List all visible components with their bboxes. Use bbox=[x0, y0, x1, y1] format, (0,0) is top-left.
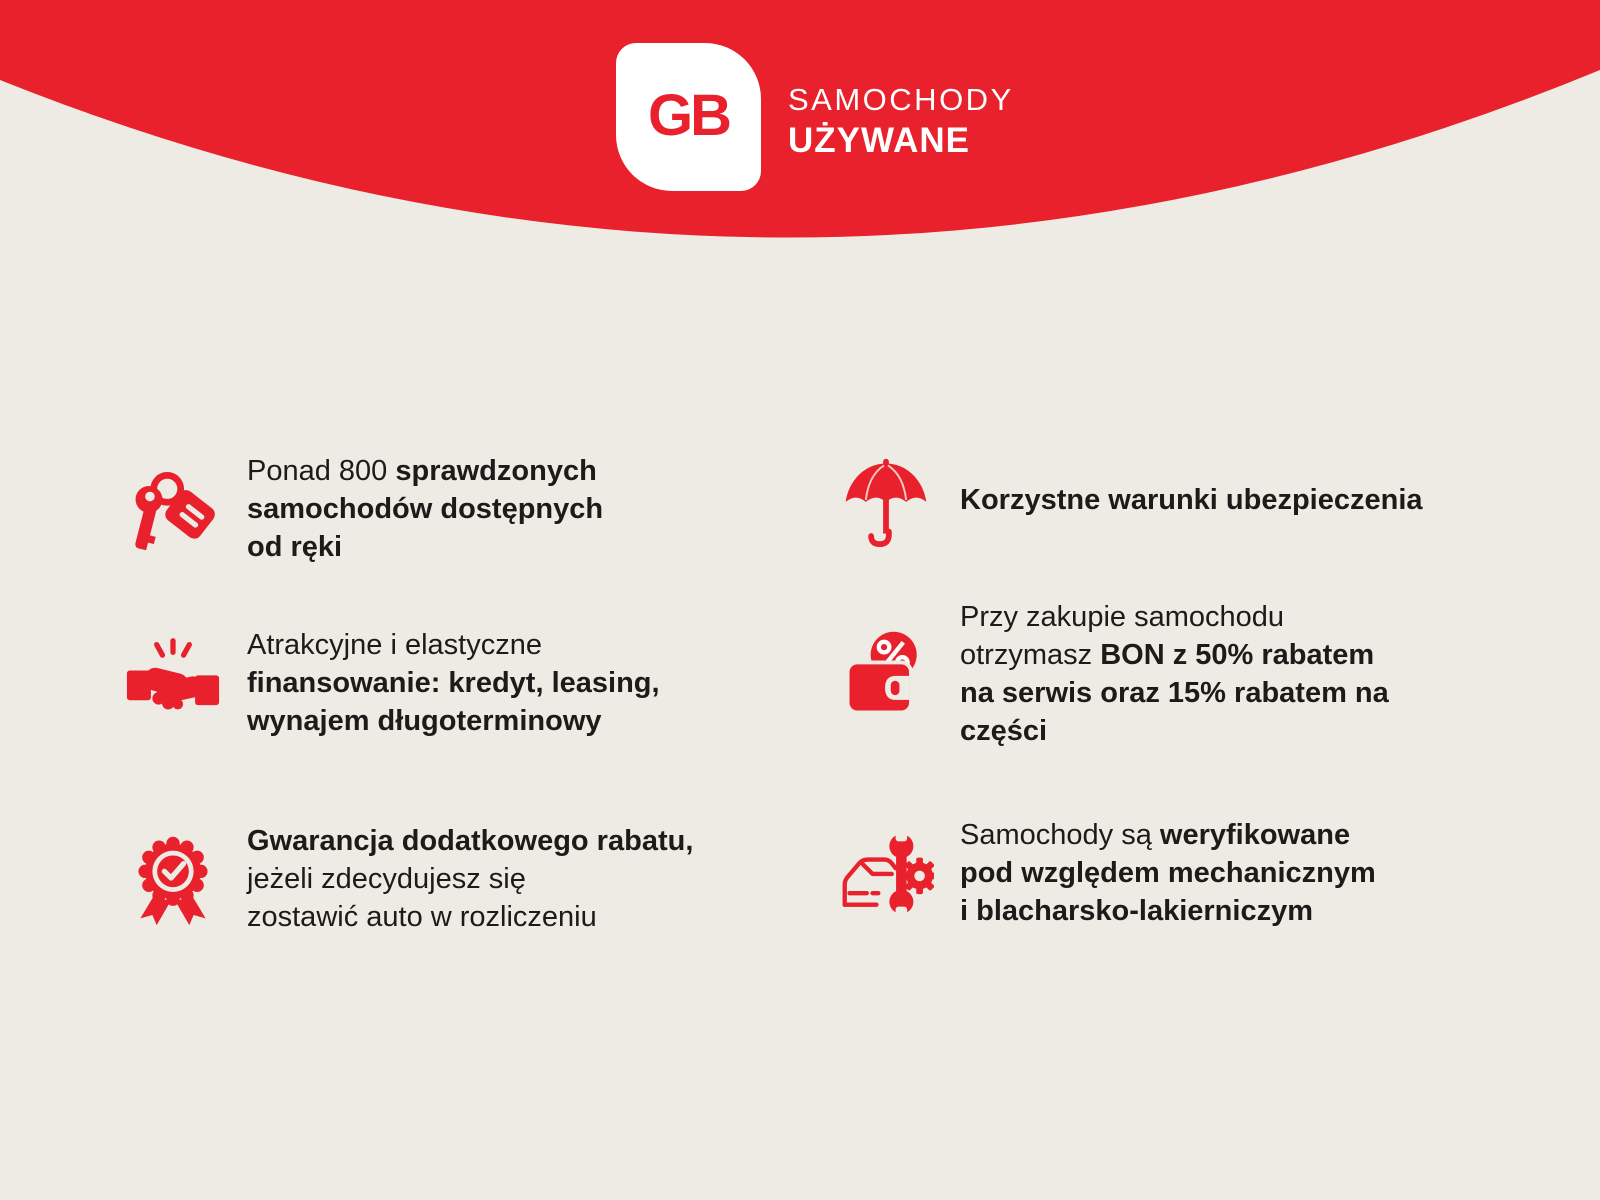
text-segment: zostawić auto w rozliczeniu bbox=[247, 901, 597, 933]
feature-text-line bbox=[247, 898, 693, 936]
feature-text bbox=[247, 452, 603, 566]
feature-text-line bbox=[960, 636, 1389, 674]
feature-text-line bbox=[247, 452, 603, 490]
feature-text-line bbox=[247, 860, 693, 898]
text-segment: pod względem mechanicznym bbox=[960, 857, 1376, 889]
feature-item bbox=[125, 626, 775, 740]
car-service-icon bbox=[838, 825, 934, 921]
text-segment: i blacharsko-lakierniczym bbox=[960, 895, 1313, 927]
feature-item bbox=[838, 816, 1518, 930]
text-segment: części bbox=[960, 715, 1048, 747]
feature-text-line bbox=[247, 490, 603, 528]
text-segment: Atrakcyjne i elastyczne bbox=[247, 629, 542, 661]
text-segment: samochodów dostępnych bbox=[247, 493, 604, 525]
features-column-right bbox=[838, 452, 1518, 930]
header-red-curve bbox=[0, 0, 1600, 400]
feature-text bbox=[247, 626, 660, 740]
text-segment: na serwis oraz 15% rabatem na bbox=[960, 677, 1389, 709]
feature-item bbox=[838, 452, 1518, 548]
features-column-left bbox=[125, 452, 775, 936]
logo-box bbox=[616, 43, 761, 191]
text-segment: otrzymasz bbox=[960, 639, 1101, 671]
text-segment: weryfikowane bbox=[1159, 819, 1351, 851]
text-segment: finansowanie: kredyt, leasing, bbox=[247, 667, 660, 699]
feature-text-line bbox=[247, 528, 603, 566]
text-segment: Gwarancja dodatkowego rabatu, bbox=[247, 825, 694, 857]
feature-text bbox=[960, 481, 1423, 519]
feature-text bbox=[960, 816, 1376, 930]
feature-item bbox=[125, 452, 775, 566]
text-segment: Korzystne warunki ubezpieczenia bbox=[960, 484, 1423, 516]
text-segment: Samochody są bbox=[960, 819, 1160, 851]
feature-text-line bbox=[960, 712, 1389, 750]
text-segment: wynajem długoterminowy bbox=[247, 705, 602, 737]
feature-text bbox=[960, 598, 1389, 750]
handshake-icon bbox=[125, 635, 221, 731]
brand-text bbox=[788, 84, 1014, 158]
feature-item bbox=[125, 822, 775, 936]
text-segment: Przy zakupie samochodu bbox=[960, 601, 1284, 633]
text-segment: jeżeli zdecydujesz się bbox=[247, 863, 526, 895]
award-check-icon bbox=[125, 831, 221, 927]
feature-item bbox=[838, 598, 1518, 750]
text-segment: BON z 50% rabatem bbox=[1100, 639, 1375, 671]
keys-tag-icon bbox=[125, 461, 221, 557]
feature-text-line bbox=[960, 854, 1376, 892]
feature-text bbox=[247, 822, 693, 936]
feature-text-line bbox=[960, 598, 1389, 636]
feature-text-line bbox=[247, 702, 660, 740]
feature-text-line bbox=[247, 822, 693, 860]
text-segment: sprawdzonych bbox=[395, 455, 597, 487]
feature-text-line bbox=[960, 481, 1423, 519]
feature-text-line bbox=[247, 626, 660, 664]
feature-text-line bbox=[960, 892, 1376, 930]
brand-line-samochody: SAMOCHODY bbox=[788, 82, 1014, 117]
wallet-percent-icon bbox=[838, 626, 934, 722]
feature-text-line bbox=[960, 674, 1389, 712]
feature-text-line bbox=[960, 816, 1376, 854]
text-segment: Ponad 800 bbox=[247, 455, 396, 487]
feature-text-line bbox=[247, 664, 660, 702]
umbrella-icon bbox=[838, 452, 934, 548]
brand-line-uzywane: UŻYWANE bbox=[788, 121, 970, 160]
gb-logo: GB bbox=[648, 82, 729, 148]
text-segment: od ręki bbox=[247, 531, 343, 563]
